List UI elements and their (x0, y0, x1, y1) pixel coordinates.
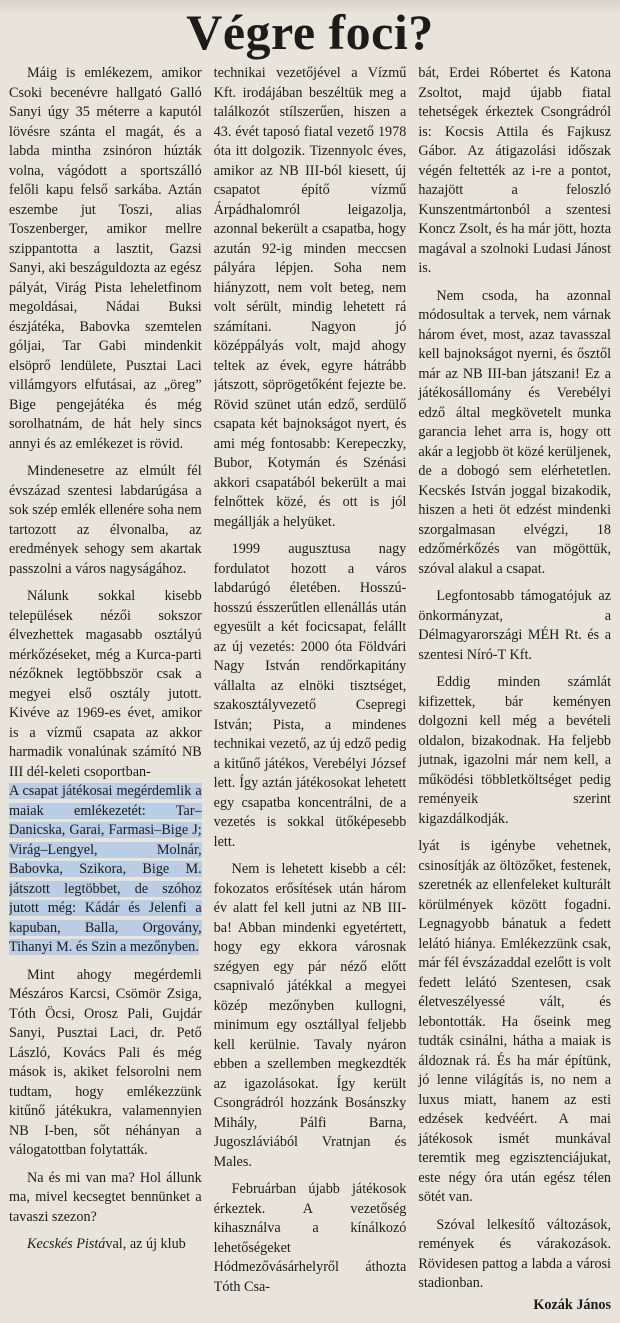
article-title: Végre foci? (186, 4, 434, 60)
paragraph: Szóval lelkesítő változások, remények és várakozások. Rövidesen pattog a labda a városi stadionban. (418, 1216, 612, 1291)
paragraph: Legfontosabb támogatójuk az önkormányzat, a Délmagyarországi MÉH Rt. és a szentesi Níró-T Kft. (418, 588, 612, 663)
paragraph: technikai vezetőjével a Vízmű Kft. irodájában beszéltük meg a találkozót stílszerűen, hiszen a 43. évét taposó fiatal vezető 1978 óta itt dolgozik. Tizennyolc éves, amikor az NB III-ból kiesett, új csapatot építő vízmű Árpádhalomról leigazolja, azonnal bekerült a csapatba, hogy azután 92-ig minden meccsen pályára lépjen. Soha nem hiányzott, nem volt beteg, nem volt sérült, mindig lehetett rá számítani. Nagyon jó középpályás volt, majd ahogy teltek az évek, egyre hátrább játszott, söprögetőként fejezte be. Rövid szünet után edző, serdülő csapata két bajnokságot nyert, és ami még fontosabb: Kerepeczky, Bubor, Kotymán és Szénási akkori csapatából bekerült a mai felnőttek közé, és ott is jól megállják a helyüket. (213, 65, 407, 530)
paragraph-text: val, az új klub (105, 1236, 186, 1252)
paragraph-text: Nálunk sokkal kisebb települések nézői sokszor élvezhettek magasabb osztályú mérkőzéseket, még a Kurca-parti nézőknek legtöbbször csak a megyei első osztály jutott. Kivéve az 1969-es évet, amikor is a vízmű csapata az akkor harmadik vonalúnak számító NB III dél-keleti csoportban (9, 588, 202, 780)
paragraph: lyát is igénybe vehetnek, csinosítják az öltözőket, festenek, szeretnék az ellenfeleket kulturált körülmények között fogadni. Legnagyobb bánatuk a fedett lelátó hiánya. Emlékezzünk csak, már fél évszázaddal ezelőtt is volt fedett lelátó Szentesen, csak életveszélyessé vált, és lebontották. Ha őseink meg tudták csinálni, hátha a maiak is áldoznak rá. És ha már építünk, jó lenne világítás is, no nem a luxus miatt, hanem az esti edzések kedvéért. A mai játékosok ismét munkával teremtik meg egzisztenciájukat, este négy óra után egész télen sötét van. (418, 838, 612, 1205)
column-3 (418, 64, 611, 1314)
paragraph: 1999 augusztusa nagy fordulatot hozott a város labdarúgó életében. Hosszú-hosszú ésszerűtlen ellenállás után egyesült a két focicsapat, felállt az új vezetés: 2000 óta Földvári Nagy István rendőrkapitány vállalta az elnöki tisztséget, szakosztályvezető Csepregi István; Pista, a mindenes technikai vezető, az új edző pedig a kitűnő játékos, Verebélyi József lett. Így aztán játékosokat lehetett egy csapatba koncentrálni, de a vezetés is sokkal ütőképesebb lett. (213, 541, 407, 850)
column-1 (9, 64, 202, 1314)
paragraph (9, 1235, 202, 1255)
paragraph: Mint ahogy megérdemli Mészáros Karcsi, Csömör Zsiga, Tóth Öcsi, Orosz Pali, Gujdár Sanyi, Pusztai Laci, dr. Pető László, Kovács Pali és még mások is, akiket felsorolni nem tudtam, hogy emlékezzünk kitűnő játékukra, valamennyien NB I-ben, sőt néhányan a válogatottban folytatták. (9, 966, 202, 1158)
paragraph: Eddig minden számlát kifizettek, bár keményen dolgozni kell még a bevételi oldalon, bizakodnak. Ha feljebb jutnak, igazolni már nem kell, a működési többletköltséget pedig reményeik szerint kigazdálkodják. (418, 674, 612, 827)
author-signature: Kozák János (533, 1296, 612, 1313)
paragraph: bát, Erdei Róbertet és Katona Zsoltot, majd újabb fiatal tehetségek érkeztek Csongrádról is: Kocsis Attila és Fajkusz Gábor. Az átigazolási időszak végén feltették az i-re a pontot, hazajött a feloszló Kunszentmártonból a szentesi Koncz Zsolt, és ha már jött, hozta magával a szolnoki Ludasi Jánost is. (418, 65, 612, 276)
paragraph: Nem is lehetett kisebb a cél: fokozatos erősítések után három év alatt fel kell jutni az NB III-ba! Abban mindenki egyetértett, hogy egy ekkora városnak szégyen egy pár néző előtt csapnivaló játékkal a megyei közép mezőnyben kullogni, minimum egy osztállyal feljebb kell kerülnie. Tavaly nyáron ebben a szellemben megkezdték az igazolásokat. Így került Csongrádról hozzánk Bosánszky Mihály, Pálfi Barna, Jugoszláviából Vratnjan és Males. (213, 861, 407, 1170)
paragraph: Februárban újabb játékosok érkeztek. A vezetőség kihasználva a kínálkozó lehetőségeket Hódmezővásárhelyről áthozta Tóth Csa- (213, 1181, 407, 1295)
highlighted-passage: A csapat játékosai megérdemlik a maiak emlékezetét: Tar–Danicska, Garai, Farmasi–Bige J; Virág–Lengyel, Molnár, Babovka, Szikora, Bige M. játszott legtöbbet, de szóhoz jutott még: Kádár és Jelenfi a kapuban, Balla, Orgovány, Tihanyi M. és Szin a mezőnyben. (9, 783, 202, 955)
column-2 (214, 64, 407, 1314)
paragraph: Nem csoda, ha azonnal módosultak a tervek, nem várnak három évet, most, azaz tavasszal kell bajnokságot nyerni, és ősztől már az NB III-ban játszani! Ez a játékosállomány és Verebélyi edző által megkövetelt munka garancia lehet arra is, hogy ott akár a legjobb öt közé kerüljenek, de a dobogó sem elérhetetlen. Kecskés István joggal bizakodik, hiszen a heti öt edzést mindenki szorgalmasan elvégzi, 18 edzőmérkőzés van mögöttük, szóval alakul a csapat. (418, 287, 612, 577)
paragraph: Máig is emlékezem, amikor Csoki becenévre hallgató Galló Sanyi úgy 35 méterre a kaputól lövésre szánta el magát, és a labda mintha zsinóron húzták volna, vágódott a sportszálló felőli kapu felső sarkába. Aztán eszembe jut Toszi, alias Toszenberger, amikor mellre szippantotta a lasztit, Gazsi Sanyi, aki beszáguldozta az egész pályát, Virág Pista leheletfinom megoldásai, Nádai Buksi észjátéka, Babovka szemtelen góljai, Tar Gabi mindenkit elsöprő lendülete, Pusztai Laci villámgyors elfutásai, az „öreg” Bige pengejátéka és még sorolhatnám, de hát hely sincs annyi és az emlékezet is rövid. (9, 65, 202, 452)
paragraph: Nálunk sokkal kisebb települések nézői sokszor élvezhettek magasabb osztályú mérkőzéseket, még a Kurca-parti nézőknek legtöbbször csak a megyei első osztály jutott. Kivéve az 1969-es évet, amikor is a vízmű csapata az akkor harmadik vonalúnak számító NB III dél-keleti csoportban- A csapat játékosai megérdemlik a maiak emlékezetét: Tar–Danicska, Garai, Farmasi–Bige J; Virág–Lengyel, Molnár, Babovka, Szikora, Bige M. játszott legtöbbet, de szóhoz jutott még: Kádár és Jelenfi a kapuban, Balla, Orgovány, Tihanyi M. és Szin a mezőnyben. (9, 588, 202, 955)
paragraph: Mindenesetre az elmúlt fél évszázad szentesi labdarúgása a sok szép emlék ellenére soha nem tartozott az élvonalba, az eredmények sehogy sem akartak passzolni a város nagyságához. (9, 463, 202, 577)
paragraph: Na és mi van ma? Hol állunk ma, mivel kecsegtet bennünket a tavaszi szezon? (9, 1169, 202, 1225)
italic-name: Kecskés Pistá (27, 1236, 106, 1252)
article-columns (9, 64, 611, 1314)
